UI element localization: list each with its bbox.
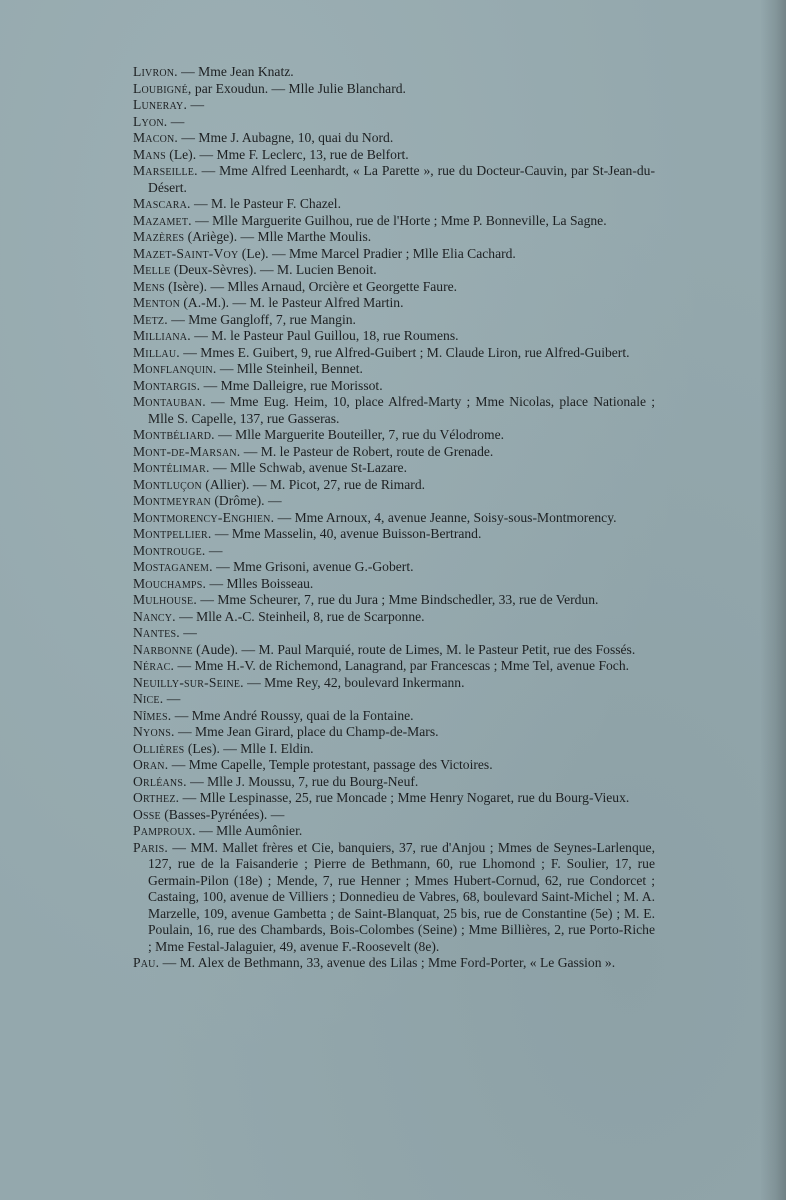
list-item	[133, 708, 655, 725]
entry-details: (Isère). — Mlles Arnaud, Orcière et Georgette Faure.	[164, 278, 458, 294]
list-item	[133, 262, 655, 279]
entry-details: — Mlle J. Moussu, 7, rue du Bourg-Neuf.	[186, 773, 419, 789]
entry-details: — Mme H.-V. de Richemond, Lanagrand, par Francescas ; Mme Tel, avenue Foch.	[174, 658, 630, 673]
list-item	[133, 163, 655, 196]
place-name: Menton	[133, 295, 180, 310]
place-name: Mascara.	[133, 196, 191, 211]
list-item	[133, 246, 655, 263]
place-name: Livron.	[133, 64, 178, 79]
entry-details: — Mme Capelle, Temple protestant, passage des Victoires.	[168, 757, 493, 772]
list-item	[133, 559, 655, 576]
entry-details: (Aude). — M. Paul Marquié, route de Limes, M. le Pasteur Petit, rue des Fossés.	[192, 641, 636, 657]
list-item	[133, 229, 655, 246]
entry-details: — Mlle Steinheil, Bennet.	[216, 361, 363, 376]
entry-details: — Mme Dalleigre, rue Morissot.	[200, 377, 383, 393]
list-item	[133, 658, 655, 675]
place-name: Nérac.	[133, 658, 175, 673]
list-item	[133, 840, 655, 956]
entry-details: — Mme Jean Knatz.	[177, 64, 294, 79]
entry-details: —	[187, 97, 205, 112]
entry-details: —	[179, 625, 197, 640]
place-name: Orléans.	[133, 773, 187, 789]
place-name: Montluçon	[133, 476, 202, 492]
place-name: Mazamet.	[133, 212, 192, 228]
list-item	[133, 609, 655, 626]
entry-details: — M. le Pasteur Paul Guillou, 18, rue Roumens.	[190, 328, 459, 343]
list-item	[133, 526, 655, 543]
list-item	[133, 279, 655, 296]
place-name: Nice.	[133, 691, 164, 706]
entry-details: — Mlles Boisseau.	[206, 575, 314, 591]
entry-details: — M. le Pasteur F. Chazel.	[190, 196, 341, 211]
list-item	[133, 361, 655, 378]
place-name: Osse	[133, 806, 161, 822]
list-item	[133, 444, 655, 461]
entry-details: — Mme André Roussy, quai de la Fontaine.	[171, 707, 414, 723]
entry-details: — Mlle Marguerite Guilhou, rue de l'Horte ; Mme P. Bonneville, La Sagne.	[191, 212, 607, 228]
list-item	[133, 114, 655, 131]
place-name: Mostaganem.	[133, 559, 213, 574]
entry-details: (Les). — Mlle I. Eldin.	[184, 740, 314, 756]
list-item	[133, 64, 655, 81]
entry-details: — Mlle Aumônier.	[195, 823, 303, 838]
list-item	[133, 477, 655, 494]
entry-details: (Drôme). —	[210, 493, 282, 508]
entry-details: — MM. Mallet frères et Cie, banquiers, 37, rue d'Anjou ; Mmes de Seynes-Larlenque, 127, rue de la Faisanderie ; Pierre de Bethmann, 60, rue Lhomond ; F. Soulier, 17, rue Germain-Pilon (18e) ; Mende, 7, rue Henner ; Mmes Hubert-Cornud, 62, rue Condorcet ; Castaing, 100, avenue de Villiers ; Donnedieu de Vabres, 68, boulevard Saint-Michel ; M. A. Marzelle, 109, avenue Gambetta ; de Saint-Blanquat, 25 bis, rue de Constantine (5e) ; M. E. Poulain, 16, rue des Chambards, Bois-Colombes (Seine) ; Mme Billières, 2, rue Porto-Riche ; Mme Festal-Jalaguier, 49, avenue F.-Roosevelt (8e).	[148, 839, 655, 954]
place-name: Melle	[133, 262, 171, 277]
list-item	[133, 774, 655, 791]
place-name: Nancy.	[133, 608, 176, 624]
page-spine-shadow	[760, 0, 786, 1200]
list-item	[133, 81, 655, 98]
list-item	[133, 625, 655, 642]
list-item	[133, 295, 655, 312]
entry-details: —	[167, 113, 185, 129]
entry-details: — Mme Jean Girard, place du Champ-de-Mars.	[174, 724, 439, 739]
place-name: Monflanquin.	[133, 361, 217, 376]
place-name: Metz.	[133, 311, 168, 327]
place-name: Orthez.	[133, 790, 180, 805]
list-item	[133, 592, 655, 609]
place-name: Montmorency-Enghien.	[133, 509, 275, 525]
entry-details: — Mme Masselin, 40, avenue Buisson-Bertrand.	[211, 526, 482, 541]
place-name: Montargis.	[133, 377, 201, 393]
place-name: Montbéliard.	[133, 427, 215, 442]
place-name: Macon.	[133, 130, 179, 145]
list-item	[133, 213, 655, 230]
place-name: Marseille.	[133, 163, 198, 178]
entry-details: (Basses-Pyrénées). —	[160, 806, 285, 822]
list-item	[133, 576, 655, 593]
list-item	[133, 493, 655, 510]
entry-details: — M. le Pasteur de Robert, route de Grenade.	[240, 443, 494, 459]
entry-details: (A.-M.). — M. le Pasteur Alfred Martin.	[180, 295, 404, 310]
place-name: Pamproux.	[133, 823, 196, 838]
list-item	[133, 97, 655, 114]
entry-details: — Mme Alfred Leenhardt, « La Parette », rue du Docteur-Cauvin, par St-Jean-du-Désert.	[148, 163, 655, 195]
entry-details: (Allier). — M. Picot, 27, rue de Rimard.	[201, 476, 426, 492]
address-list	[133, 64, 655, 972]
entry-details: — Mme Rey, 42, boulevard Inkermann.	[243, 674, 465, 690]
place-name: Millau.	[133, 344, 180, 360]
place-name: Oran.	[133, 757, 169, 772]
list-item	[133, 196, 655, 213]
place-name: Montpellier.	[133, 526, 212, 541]
place-name: Montauban.	[133, 394, 206, 409]
list-item	[133, 741, 655, 758]
place-name: Paris.	[133, 839, 168, 855]
list-item	[133, 510, 655, 527]
list-item	[133, 460, 655, 477]
entry-details: (Ariège). — Mlle Marthe Moulis.	[184, 229, 372, 244]
list-item	[133, 807, 655, 824]
list-item	[133, 378, 655, 395]
place-name: Luneray.	[133, 97, 188, 112]
list-item	[133, 543, 655, 560]
list-item	[133, 691, 655, 708]
entry-details: — Mme J. Aubagne, 10, quai du Nord.	[178, 130, 394, 145]
place-name: Lyon.	[133, 113, 168, 129]
place-name: Mont-de-Marsan.	[133, 443, 241, 459]
entry-details: — Mme Eug. Heim, 10, place Alfred-Marty ; Mme Nicolas, place Nationale ; Mlle S. Capelle, 137, rue Gasseras.	[148, 394, 655, 426]
place-name: Narbonne	[133, 641, 193, 657]
list-item	[133, 642, 655, 659]
list-item	[133, 790, 655, 807]
entry-details: — M. Alex de Bethmann, 33, avenue des Lilas ; Mme Ford-Porter, « Le Gassion ».	[159, 955, 616, 970]
list-item	[133, 328, 655, 345]
entry-details: —	[205, 542, 223, 558]
place-name: Neuilly-sur-Seine.	[133, 674, 244, 690]
list-item	[133, 675, 655, 692]
list-item	[133, 345, 655, 362]
place-name: Nîmes.	[133, 707, 172, 723]
list-item	[133, 955, 655, 972]
entry-details: par Exoudun. — Mlle Julie Blanchard.	[191, 80, 406, 96]
entry-details: — Mme Gangloff, 7, rue Mangin.	[167, 311, 356, 327]
list-item	[133, 724, 655, 741]
place-name: Mazères	[133, 229, 185, 244]
place-name: Pau.	[133, 955, 160, 970]
entry-details: (Le). — Mme F. Leclerc, 13, rue de Belfort.	[165, 146, 409, 162]
entry-details: — Mme Arnoux, 4, avenue Jeanne, Soisy-sous-Montmorency.	[274, 509, 617, 525]
entry-details: — Mlle Marguerite Bouteiller, 7, rue du Vélodrome.	[214, 427, 505, 442]
entry-details: — Mlle A.-C. Steinheil, 8, rue de Scarponne.	[175, 608, 425, 624]
place-name: Montrouge.	[133, 542, 206, 558]
place-name: Mouchamps.	[133, 575, 207, 591]
place-name: Nantes.	[133, 625, 180, 640]
place-name: Milliana.	[133, 328, 191, 343]
entry-details: — Mlle Schwab, avenue St-Lazare.	[209, 460, 407, 475]
place-name: Montélimar.	[133, 460, 210, 475]
place-name: Mens	[133, 278, 165, 294]
list-item	[133, 427, 655, 444]
place-name: Nyons.	[133, 724, 175, 739]
place-name: Mans	[133, 146, 166, 162]
entry-details: (Deux-Sèvres). — M. Lucien Benoit.	[170, 262, 377, 277]
list-item	[133, 130, 655, 147]
place-name: Ollières	[133, 740, 185, 756]
entry-details: —	[163, 691, 181, 706]
list-item	[133, 147, 655, 164]
list-item	[133, 757, 655, 774]
place-name: Mazet-Saint-Voy	[133, 245, 239, 261]
entry-details: — Mme Scheurer, 7, rue du Jura ; Mme Bindschedler, 33, rue de Verdun.	[196, 592, 599, 607]
list-item	[133, 312, 655, 329]
list-item	[133, 394, 655, 427]
entry-details: (Le). — Mme Marcel Pradier ; Mlle Elia Cachard.	[238, 245, 516, 261]
list-item	[133, 823, 655, 840]
place-name: Montmeyran	[133, 493, 211, 508]
place-name: Mulhouse.	[133, 592, 197, 607]
entry-details: — Mmes E. Guibert, 9, rue Alfred-Guibert ; M. Claude Liron, rue Alfred-Guibert.	[179, 344, 630, 360]
place-name: Loubigné,	[133, 80, 192, 96]
entry-details: — Mlle Lespinasse, 25, rue Moncade ; Mme Henry Nogaret, rue du Bourg-Vieux.	[179, 790, 630, 805]
entry-details: — Mme Grisoni, avenue G.-Gobert.	[212, 559, 414, 574]
